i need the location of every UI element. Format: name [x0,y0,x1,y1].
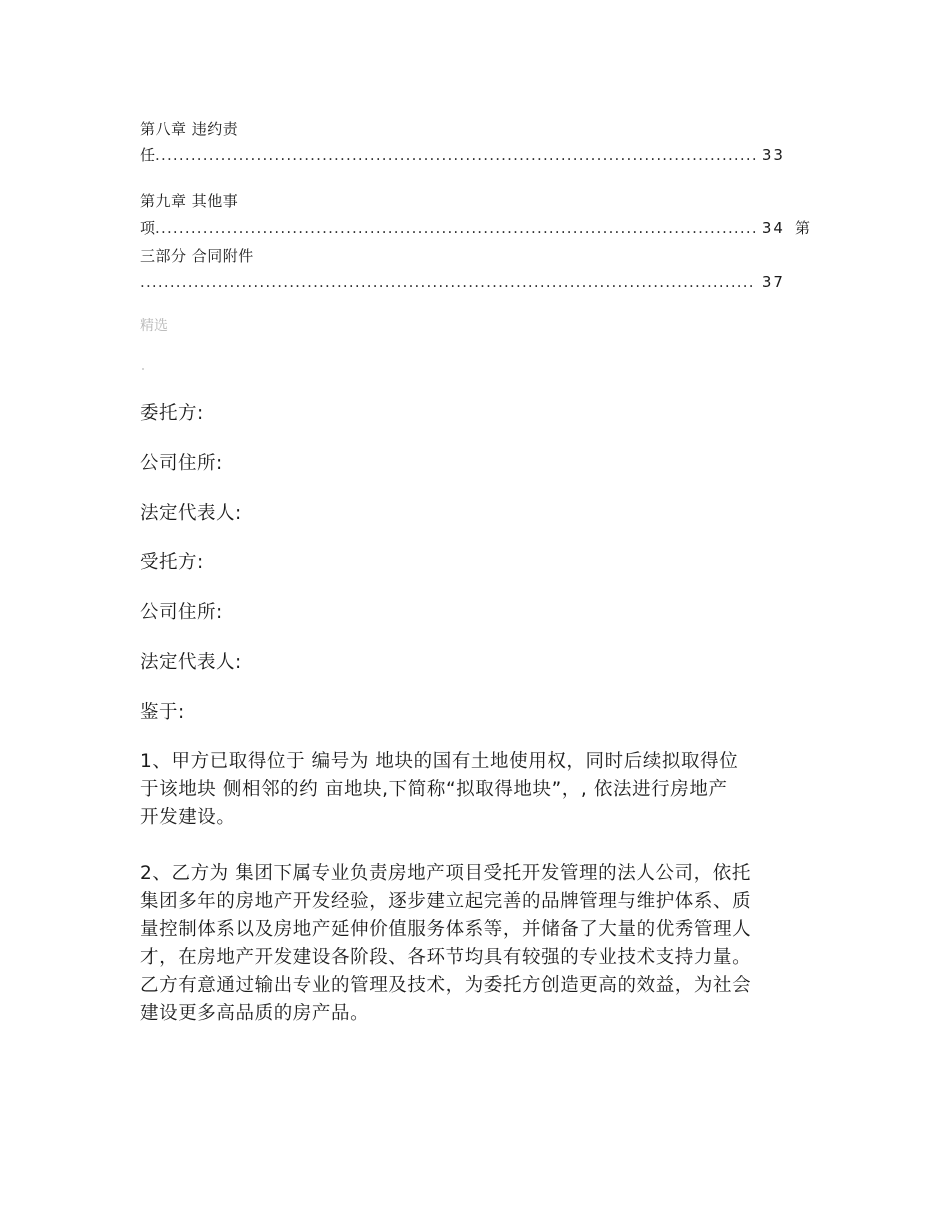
whereas-label: 鉴于: [140,702,185,723]
toc-part3-row [140,272,810,292]
paragraph-line: 于该地块 侧相邻的约 亩地块,下简称“拟取得地块”，, 依法进行房地产 [140,779,728,800]
toc-ch9-title: 第九章 其他事 [140,192,239,210]
toc-leader-dots [155,218,756,238]
toc-ch9-trail: 第 [794,219,810,237]
toc-ch9-row [140,218,810,238]
paragraph-line: 2、乙方为 集团下属专业负责房地产项目受托开发管理的法人公司，依托 [140,863,751,884]
paragraph-line: 1、甲方已取得位于 编号为 地块的国有土地使用权，同时后续拟取得位 [140,751,739,772]
paragraph-line: 量控制体系以及房地产延伸价值服务体系等，并储备了大量的优秀管理人 [140,919,752,940]
toc-part3-page: 37 [761,273,785,291]
trustee-rep-label: 法定代表人: [140,652,242,673]
toc-part3-title: 三部分 合同附件 [140,247,254,265]
entrustor-label: 委托方: [140,403,204,424]
entrustor-rep-label: 法定代表人: [140,503,242,524]
recital-paragraph-2 [140,860,812,1028]
toc-ch9-cont: 项 [140,219,156,237]
entrustor-address-label: 公司住所: [140,453,223,474]
tiny-mark [142,368,144,370]
toc-leader-dots [155,145,756,165]
toc-ch9-page: 34 [761,219,785,237]
toc-ch8-row [140,145,810,165]
toc-ch8-title: 第八章 违约责 [140,120,239,138]
paragraph-line: 集团多年的房地产开发经验，逐步建立起完善的品牌管理与维护体系、质 [140,891,752,912]
paragraph-line: 乙方有意通过输出专业的管理及技术，为委托方创造更高的效益，为社会 [140,975,752,996]
toc-leader-dots [140,272,756,292]
paragraph-line: 建设更多高品质的房产品。 [140,1003,370,1024]
trustee-label: 受托方: [140,552,204,573]
recital-paragraph-1 [140,748,812,832]
watermark-label: 精选 [140,318,168,334]
paragraph-line: 开发建设。 [140,807,236,828]
trustee-address-label: 公司住所: [140,602,223,623]
toc-ch8-page: 33 [761,146,785,164]
toc-ch8-cont: 任 [140,146,156,164]
paragraph-line: 才，在房地产开发建设各阶段、各环节均具有较强的专业技术支持力量。 [140,947,752,968]
